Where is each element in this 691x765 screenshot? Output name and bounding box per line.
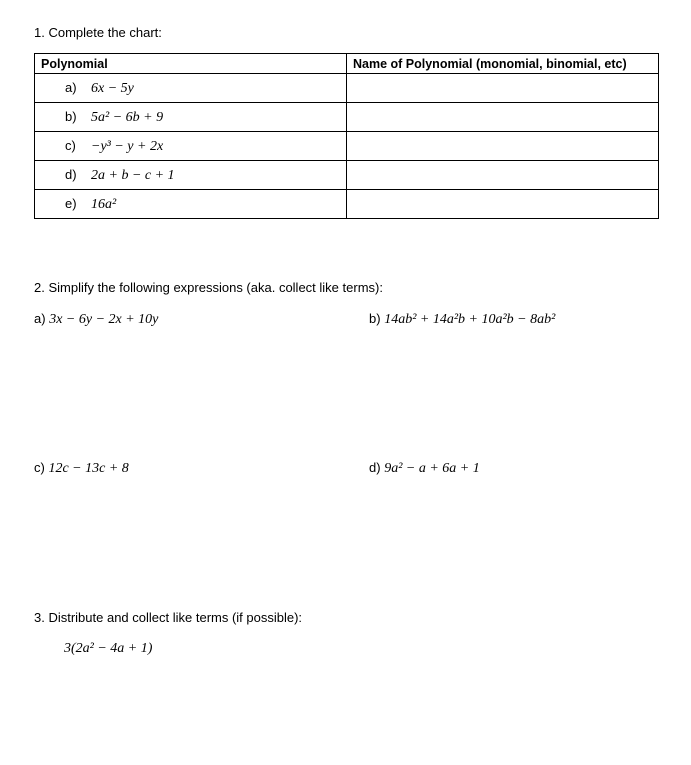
item-expr: 9a² − a + 6a + 1 [384,461,480,476]
answer-cell[interactable] [347,190,659,219]
q2-item-c [34,460,129,477]
item-expr: 3x − 6y − 2x + 10y [49,312,159,327]
row-label: d) [65,166,77,182]
chart-row-d [35,161,659,190]
chart-row-a [35,74,659,103]
polynomial-cell [35,103,347,132]
polynomial-expr: 5a² − 6b + 9 [91,109,164,125]
item-label: a) [34,311,46,326]
row-label: e) [65,195,77,211]
q2-item-a [34,311,158,328]
row-label: a) [65,79,77,95]
chart-header-row [35,54,659,74]
polynomial-chart [34,53,659,219]
answer-cell[interactable] [347,161,659,190]
q2-item-d [369,460,480,477]
item-label: c) [34,460,45,475]
polynomial-cell [35,74,347,103]
item-expr: 14ab² + 14a²b + 10a²b − 8ab² [384,312,556,327]
q2-heading: 2. Simplify the following expressions (aka. collect like terms): [34,280,383,295]
polynomial-cell [35,161,347,190]
answer-cell[interactable] [347,103,659,132]
polynomial-cell [35,132,347,161]
polynomial-cell [35,190,347,219]
polynomial-expr: 16a² [91,196,117,212]
item-expr: 12c − 13c + 8 [48,461,129,476]
header-name-of-polynomial: Name of Polynomial (monomial, binomial, etc) [347,54,659,74]
item-label: d) [369,460,381,475]
polynomial-expr: −y³ − y + 2x [91,138,164,154]
q2-item-b [369,311,555,328]
q1-heading: 1. Complete the chart: [34,25,162,40]
chart-row-e [35,190,659,219]
q3-heading: 3. Distribute and collect like terms (if possible): [34,610,303,625]
answer-cell[interactable] [347,132,659,161]
row-label: b) [65,108,77,124]
header-polynomial: Polynomial [35,54,347,74]
row-label: c) [65,137,76,153]
q3-expr: 3(2a² − 4a + 1) [64,641,153,656]
polynomial-expr: 2a + b − c + 1 [91,167,175,183]
polynomial-expr: 6x − 5y [91,80,134,96]
chart-row-b [35,103,659,132]
item-label: b) [369,311,381,326]
chart-row-c [35,132,659,161]
answer-cell[interactable] [347,74,659,103]
